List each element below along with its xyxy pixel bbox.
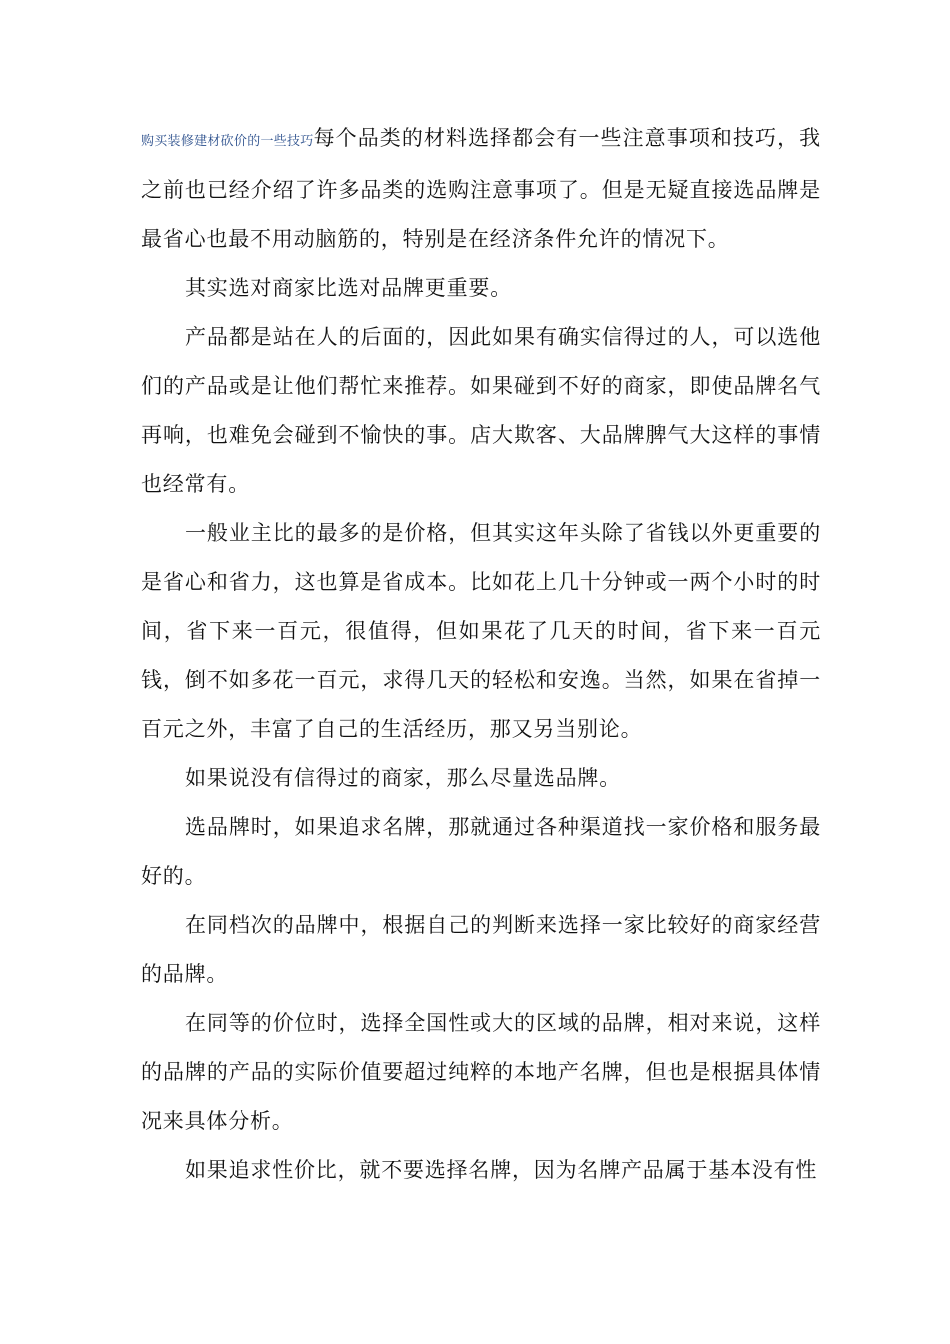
paragraph: 一般业主比的最多的是价格，但其实这年头除了省钱以外更重要的是省心和省力，这也算是省成本。比如花上几十分钟或一两个小时的时间，省下来一百元，很值得，但如果花了几天的时间，省下来一百元钱，倒不如多花一百元，求得几天的轻松和安逸。当然，如果在省掉一百元之外，丰富了自己的生活经历，那又另当别论。 (141, 521, 821, 741)
paragraph: 在同档次的品牌中，根据自己的判断来选择一家比较好的商家经营的品牌。 (141, 913, 821, 986)
paragraph-text: 每个品类的材料选择都会有一些注意事项和技巧，我之前也已经介绍了许多品类的选购注意事项了。但是无疑直接选品牌是最省心也最不用动脑筋的，特别是在经济条件允许的情况下。 (141, 126, 821, 251)
paragraph-intro (141, 114, 821, 264)
paragraph: 产品都是站在人的后面的，因此如果有确实信得过的人，可以选他们的产品或是让他们帮忙来推荐。如果碰到不好的商家，即使品牌名气再响，也难免会碰到不愉快的事。店大欺客、大品牌脾气大这样的事情也经常有。 (141, 325, 821, 496)
paragraph: 如果追求性价比，就不要选择名牌，因为名牌产品属于基本没有性 (185, 1158, 818, 1182)
paragraph: 在同等的价位时，选择全国性或大的区域的品牌，相对来说，这样的品牌的产品的实际价值要超过纯粹的本地产名牌，但也是根据具体情况来具体分析。 (141, 1011, 821, 1133)
paragraph: 选品牌时，如果追求名牌，那就通过各种渠道找一家价格和服务最好的。 (141, 815, 821, 888)
document-body (141, 114, 821, 1195)
paragraph: 其实选对商家比选对品牌更重要。 (185, 276, 512, 300)
paragraph: 如果说没有信得过的商家，那么尽量选品牌。 (185, 766, 621, 790)
title-link[interactable]: 购买装修建材砍价的一些技巧 (141, 134, 314, 149)
